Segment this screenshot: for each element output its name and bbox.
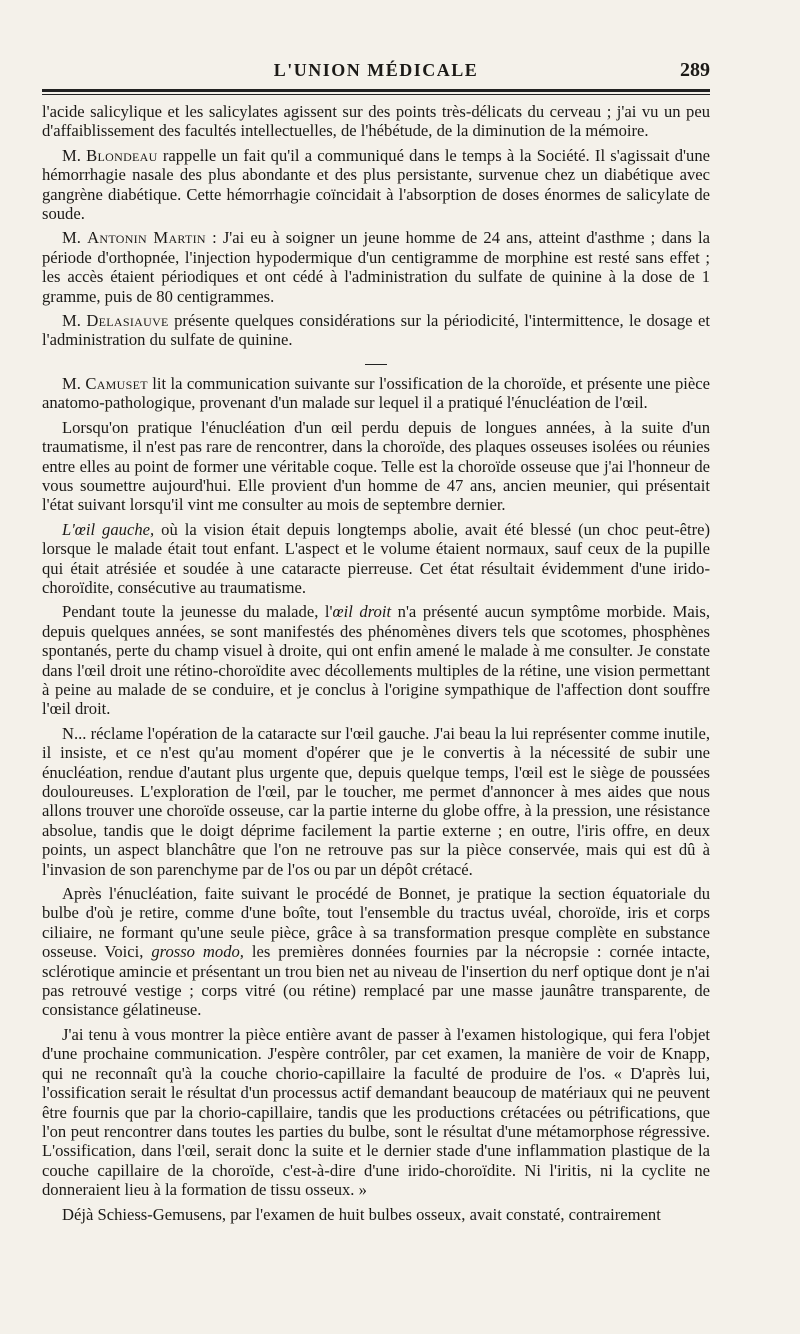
paragraph xyxy=(42,418,710,515)
paragraph-text: : J'ai eu à soigner un jeune homme de 24 ans, atteint d'asthme ; dans la période d'orthopnée, l'injection hypodermique d'un centigramme de morphine est resté sans effet ; les accès étaient périodiques et ont cédé à l'administration du sulfate de quinine à la dose de 1 gramme, puis de 80 centigrammes. xyxy=(42,228,710,306)
paragraph-text: n'a présenté aucun symptôme morbide. Mais, depuis quelques années, se sont manifestés des phénomènes divers tels que scotomes, phosphènes spontanés, perte du champ visuel à droite, qui ont enfin amené le malade à me consulter. Je constate dans l'œil droit une rétino-choroïdite avec décollements multiples de la rétine, une vision permettant à peine au malade de se conduire, et je conclus à l'origine sympathique de l'affection dont souffre l'œil droit. xyxy=(42,602,710,719)
page-header xyxy=(42,60,710,86)
paragraph xyxy=(42,724,710,879)
italic-phrase: grosso modo, xyxy=(151,942,244,962)
paragraph-text: rappelle un fait qu'il a communiqué dans le temps à la Société. Il s'agissait d'une hémorrhagie nasale des plus abondante et des plus persistante, survenue chez un diabétique avec gangrène diabétique. Cette hémorrhagie coïncidait à l'absorption de doses énormes de salicylate de soude. xyxy=(42,145,710,224)
paragraph-text: les premières données fournies par la nécropsie : cornée intacte, sclérotique amincie et présentant un trou bien net au niveau de l'insertion du nerf optique dont je n'ai pas retrouvé vestige ; corps vitré (ou rétine) remplacé par une masse jaunâtre transparente, de consistance gélatineuse. xyxy=(42,942,710,1020)
paragraph-text: N... réclame l'opération de la cataracte sur l'œil gauche. J'ai beau la lui représenter comme inutile, il insiste, et ce n'est qu'au moment d'opérer que je le convertis à la nécessité de subir une énucléation, rendue d'autant plus urgente que, depuis quelque temps, l'œil est le siège de poussées douloureuses. L'exploration de l'œil, par le toucher, me permet d'annoncer à mes aides que nous allons trouver une choroïde osseuse, car la partie interne du globe offre, à la pression, une résistance absolue, tandis que le doigt déprime facilement la partie externe ; en outre, l'iris offre, en deux points, un aspect blanchâtre que l'on ne retrouve pas sur la pièce conservée, mais qui est dû à l'invasion de son parenchyme par de l'os ou par un dépôt crétacé. xyxy=(42,723,710,879)
paragraph-text: J'ai tenu à vous montrer la pièce entière avant de passer à l'examen histologique, qui fera l'objet d'une prochaine communication. J'espère contrôler, par cet examen, la manière de voir de Knapp, qui ne reconnaît qu'à la couche chorio-capillaire la faculté de produire de l'os. « D'après lui, l'ossification serait le résultat d'un processus actif demandant beaucoup de matériaux qui ne peuvent être fournis que par la chorio-capillaire, tandis que les productions crétacées ou pétrifications, que l'on peut rencontrer dans toutes les parties du bulbe, sont le résultat d'une métamorphose régressive. L'ossification, dans l'œil, serait donc la suite et le dernier stade d'une inflammation plastique de la couche capillaire de la choroïde, c'est-à-dire d'une irido-choroïdite. Ni l'iritis, ni la cyclite ne donneraient lieu à la formation de tissu osseux. » xyxy=(42,1024,710,1200)
speaker-name: Camuset xyxy=(85,373,148,393)
italic-lead: L'œil gauche, xyxy=(62,519,155,539)
italic-phrase: œil droit xyxy=(332,602,392,622)
paragraph: M. Camuset lit la communication suivante sur l'ossification de la choroïde, et présente une pièce anatomo-pathologique, provenant d'un malade sur lequel il a pratiqué l'énucléation de l'œil. xyxy=(42,373,710,413)
paragraph-text: où la vision était depuis longtemps abolie, avait été blessé (un choc peut-être) lorsque le malade était tout enfant. L'aspect et le volume étaient normaux, sauf ceux de la pupille qui était atrésiée et soudée à une cataracte pierreuse. Cet état résultait évidemment d'une irido-choroïdite, consécutive au traumatisme. xyxy=(42,519,710,597)
header-rule-thin xyxy=(42,94,710,95)
paragraph: M. Delasiauve présente quelques considérations sur la périodicité, l'intermittence, le dosage et l'administration du sulfate de quinine. xyxy=(42,311,710,350)
paragraph xyxy=(42,602,710,718)
paragraph xyxy=(42,520,710,598)
speaker-name: Blondeau xyxy=(86,145,158,165)
paragraph xyxy=(42,1205,710,1224)
paragraph-text: Lorsqu'on pratique l'énucléation d'un œil perdu depuis de longues années, à la suite d'un traumatisme, il n'est pas rare de rencontrer, dans la choroïde, des plaques osseuses isolées ou réunies entre elles au point de former une véritable coque. Telle est la choroïde osseuse que j'ai l'honneur de vous soumettre aujourd'hui. Elle provient d'un homme de 47 ans, ancien meunier, qui présentait l'état suivant lorsqu'il vint me consulter au mois de septembre dernier. xyxy=(42,417,710,515)
header-rule-thick xyxy=(42,89,710,92)
paragraph-text: présente quelques considérations sur la périodicité, l'intermittence, le dosage et l'administration du sulfate de quinine. xyxy=(42,311,710,350)
paragraph-text: lit la communication suivante sur l'ossification de la choroïde, et présente une pièce anatomo-pathologique, provenant d'un malade sur lequel il a pratiqué l'énucléation de l'œil. xyxy=(42,373,710,413)
paragraph: M. Blondeau rappelle un fait qu'il a communiqué dans le temps à la Société. Il s'agissait d'une hémorrhagie nasale des plus abondante et des plus persistante, survenue chez un diabétique avec gangrène diabétique. Cette hémorrhagie coïncidait à l'absorption de doses énormes de salicylate de soude. xyxy=(42,145,710,224)
paragraph xyxy=(42,1025,710,1200)
article-body xyxy=(42,102,710,1229)
running-title: L'UNION MÉDICALE xyxy=(273,60,479,80)
paragraph: M. Antonin Martin : J'ai eu à soigner un jeune homme de 24 ans, atteint d'asthme ; dans la période d'orthopnée, l'injection hypodermique d'un centigramme de morphine est resté sans effet ; les accès étaient périodiques et ont cédé à l'administration du sulfate de quinine à la dose de 1 gramme, puis de 80 centigrammes. xyxy=(42,228,710,306)
speaker-name: Antonin Martin xyxy=(87,228,206,248)
speaker-name: Delasiauve xyxy=(86,311,169,331)
paragraph xyxy=(42,102,710,141)
paragraph xyxy=(42,884,710,1020)
paragraph-text-before: Après l'énucléation, faite suivant le procédé de Bonnet, je pratique la section équatoriale du bulbe d'où je retire, comme d'une boîte, tout l'ensemble du tractus uvéal, choroïde, iris et corps ciliaire, ne formant qu'une seule pièce, grâce à sa transformation presque complète en substance osseuse. Voici, xyxy=(42,884,710,962)
paragraph-text: l'acide salicylique et les salicylates agissent sur des points très-délicats du cerveau ; j'ai vu un peu d'affaiblissement des facultés intellectuelles, de l'hébétude, de la diminution de la mémoire. xyxy=(42,102,710,141)
paragraph-text-before: Pendant toute la jeunesse du malade, l' xyxy=(62,602,333,622)
page-number: 289 xyxy=(680,59,710,81)
section-separator xyxy=(42,355,710,371)
paragraph-text: Déjà Schiess-Gemusens, par l'examen de huit bulbes osseux, avait constaté, contrairement xyxy=(62,1204,661,1224)
